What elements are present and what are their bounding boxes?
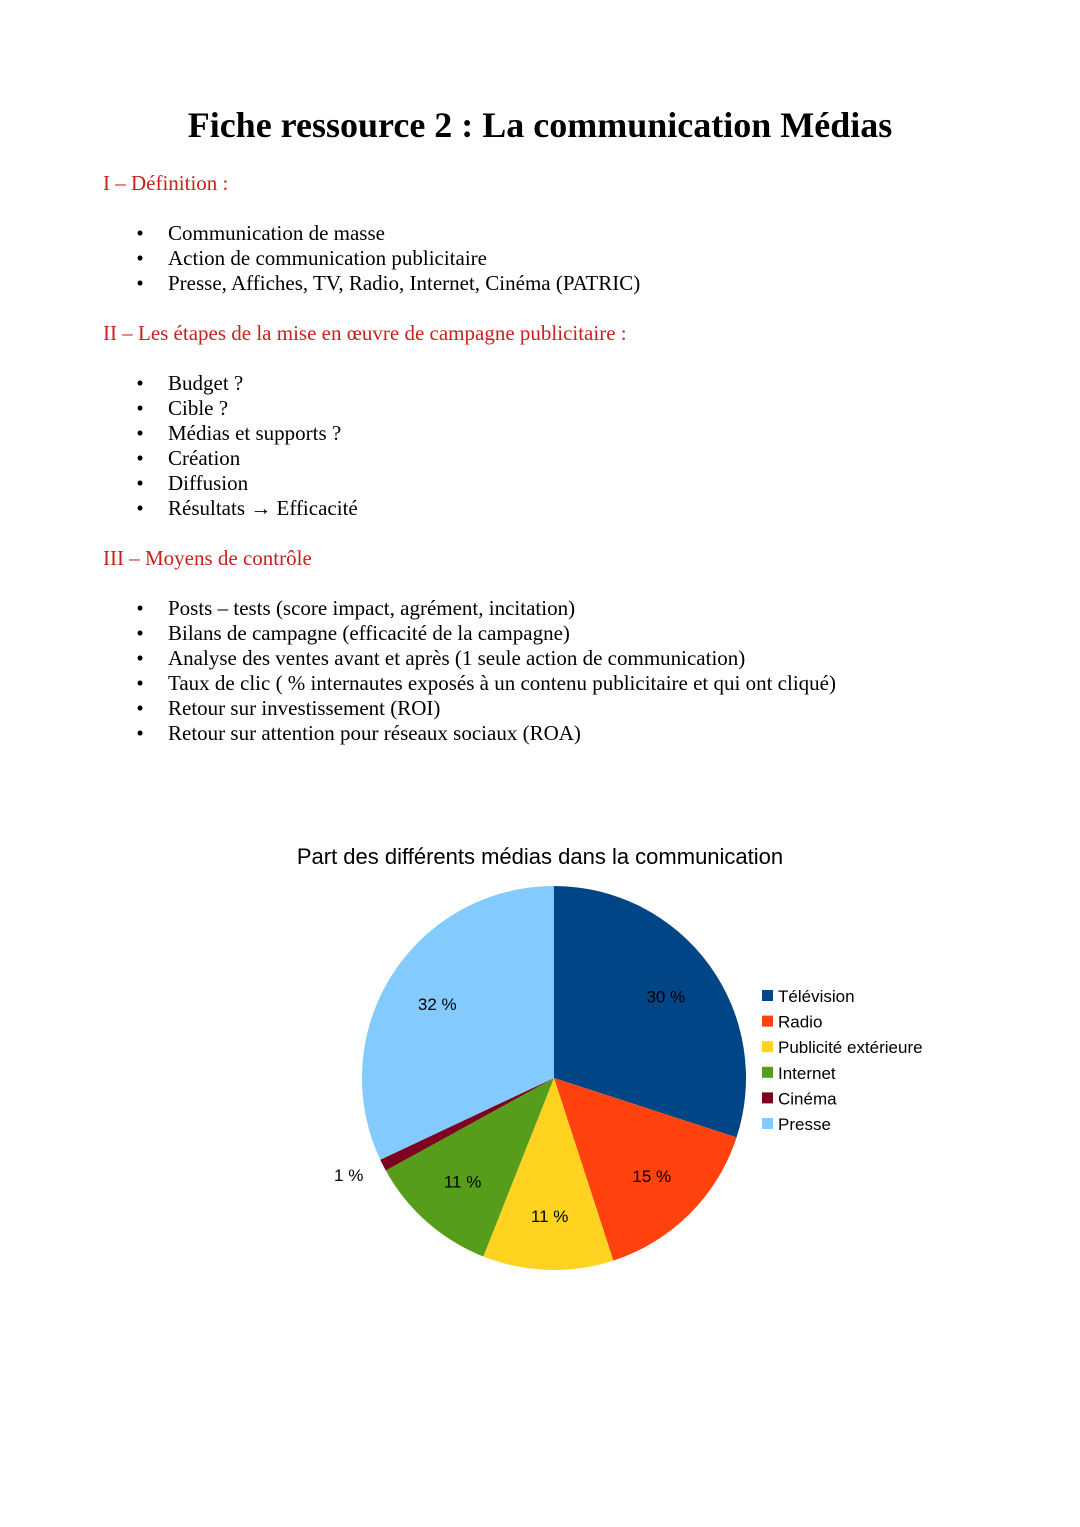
legend-label: Publicité extérieure xyxy=(778,1038,923,1058)
list-item: • Presse, Affiches, TV, Radio, Internet, Cinéma (PATRIC) xyxy=(0,271,640,296)
slice-data-label: 32 % xyxy=(417,994,457,1014)
section-heading-steps: II – Les étapes de la mise en œuvre de campagne publicitaire : xyxy=(103,321,627,345)
bullet-icon: • xyxy=(136,671,144,695)
list-item: • Retour sur investissement (ROI) xyxy=(0,696,836,721)
legend-label: Presse xyxy=(778,1115,831,1134)
legend-swatch xyxy=(762,1016,773,1027)
chart-legend xyxy=(762,987,923,1134)
legend-label: Télévision xyxy=(778,987,855,1006)
bullet-icon: • xyxy=(136,271,144,295)
bullet-icon: • xyxy=(136,421,144,445)
list-item: • Résultats → Efficacité xyxy=(0,496,358,521)
page-title: Fiche ressource 2 : La communication Médias xyxy=(187,105,893,145)
bullet-icon: • xyxy=(136,446,144,470)
legend-label: Radio xyxy=(778,1012,823,1032)
legend-swatch xyxy=(762,1041,773,1052)
bullet-icon: • xyxy=(136,246,144,270)
steps-list xyxy=(0,371,358,521)
list-item: • Budget ? xyxy=(0,371,358,396)
control-list xyxy=(0,596,836,746)
list-item: • Bilans de campagne (efficacité de la campagne) xyxy=(0,621,836,646)
list-item: • Diffusion xyxy=(0,471,358,496)
bullet-icon: • xyxy=(136,621,144,645)
legend-swatch xyxy=(762,1092,773,1103)
list-item: • Médias et supports ? xyxy=(0,421,358,446)
bullet-icon: • xyxy=(136,646,144,670)
slice-data-label: 15 % xyxy=(632,1166,672,1186)
bullet-icon: • xyxy=(136,471,144,495)
bullet-icon: • xyxy=(136,496,144,520)
list-item: • Retour sur attention pour réseaux sociaux (ROA) xyxy=(0,721,836,746)
bullet-icon: • xyxy=(136,221,144,245)
list-item: • Création xyxy=(0,446,358,471)
slice-data-label: 11 % xyxy=(530,1207,569,1227)
slice-data-label: 30 % xyxy=(646,987,686,1007)
bullet-icon: • xyxy=(136,371,144,395)
legend-swatch xyxy=(762,1118,773,1129)
list-item: • Analyse des ventes avant et après (1 seule action de communication) xyxy=(0,646,836,671)
chart-title: Part des différents médias dans la communication xyxy=(296,844,784,869)
legend-label: Cinéma xyxy=(778,1089,837,1109)
legend-swatch xyxy=(762,990,773,1001)
legend-swatch xyxy=(762,1067,773,1078)
bullet-icon: • xyxy=(136,696,144,720)
section-heading-definition: I – Définition : xyxy=(103,171,229,195)
list-item: • Cible ? xyxy=(0,396,358,421)
list-item: • Taux de clic ( % internautes exposés à un contenu publicitaire et qui ont cliqué) xyxy=(0,671,836,696)
bullet-icon: • xyxy=(136,396,144,420)
list-item: • Posts – tests (score impact, agrément, incitation) xyxy=(0,596,836,621)
slice-data-label: 1 % xyxy=(334,1166,364,1186)
bullet-icon: • xyxy=(136,721,144,745)
legend-label: Internet xyxy=(778,1063,836,1083)
list-item: • Action de communication publicitaire xyxy=(0,246,640,271)
slice-data-label: 11 % xyxy=(443,1172,482,1192)
section-heading-control: III – Moyens de contrôle xyxy=(103,546,312,570)
pie-chart xyxy=(0,830,1080,1290)
definition-list xyxy=(0,221,640,296)
list-item: • Communication de masse xyxy=(0,221,640,246)
bullet-icon: • xyxy=(136,596,144,620)
